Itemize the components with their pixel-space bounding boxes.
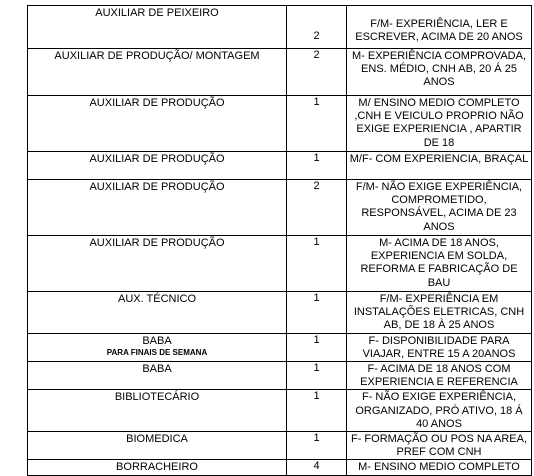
job-title: AUXILIAR DE PEIXEIRO (28, 6, 287, 49)
vacancy-count: 1 (287, 362, 347, 390)
vacancy-count: 1 (287, 432, 347, 460)
table-row (28, 333, 532, 361)
job-title: AUXILIAR DE PRODUÇÃO (28, 96, 287, 152)
table-row (28, 460, 532, 476)
job-title-note: PARA FINAIS DE SEMANA (106, 347, 208, 357)
vacancy-count: 2 (287, 49, 347, 96)
vacancy-count: 4 (287, 460, 347, 476)
job-title: AUXILIAR DE PRODUÇÃO (28, 236, 287, 292)
vacancy-count: 2 (287, 6, 347, 49)
vacancy-count: 1 (287, 96, 347, 152)
job-title-cell (28, 333, 287, 361)
job-openings-table (27, 5, 532, 476)
job-title: AUX. TÉCNICO (28, 292, 287, 334)
vacancy-count: 1 (287, 333, 347, 361)
table-row (28, 6, 532, 49)
vacancy-count: 1 (287, 390, 347, 432)
job-requirements: F- FORMAÇÃO OU POS NA AREA, PREF COM CNH (347, 432, 532, 460)
table-row (28, 362, 532, 390)
vacancy-count: 1 (287, 236, 347, 292)
job-requirements: M- ENSINO MEDIO COMPLETO (347, 460, 532, 476)
job-title: AUXILIAR DE PRODUÇÃO/ MONTAGEM (28, 49, 287, 96)
table-row (28, 432, 532, 460)
vacancy-count: 2 (287, 180, 347, 236)
table-row (28, 292, 532, 334)
job-title: AUXILIAR DE PRODUÇÃO (28, 152, 287, 180)
job-title: AUXILIAR DE PRODUÇÃO (28, 180, 287, 236)
job-title: BABA (28, 362, 287, 390)
job-requirements: M- ACIMA DE 18 ANOS, EXPERIENCIA EM SOLDA, REFORMA E FABRICAÇÃO DE BAU (347, 236, 532, 292)
table-row (28, 152, 532, 180)
table-row (28, 390, 532, 432)
job-requirements: F/M- NÃO EXIGE EXPERIÊNCIA, COMPROMETIDO, RESPONSÁVEL, ACIMA DE 23 ANOS (347, 180, 532, 236)
table-row (28, 96, 532, 152)
job-requirements: F- NÃO EXIGE EXPERIÊNCIA, ORGANIZADO, PRÓ ATIVO, 18 Á 40 ANOS (347, 390, 532, 432)
job-requirements: M- EXPERIÊNCIA COMPROVADA, ENS. MÉDIO, CNH AB, 20 Á 25 ANOS (347, 49, 532, 96)
table-row (28, 49, 532, 96)
table-row (28, 180, 532, 236)
job-requirements: F/M- EXPERIÊNCIA, LER E ESCREVER, ACIMA DE 20 ANOS (347, 6, 532, 49)
vacancy-count: 1 (287, 152, 347, 180)
job-requirements: M/ ENSINO MEDIO COMPLETO ,CNH E VEICULO PROPRIO NÃO EXIGE EXPERIENCIA , APARTIR DE 18 (347, 96, 532, 152)
vacancy-count: 1 (287, 292, 347, 334)
job-requirements: F/M- EXPERIÊNCIA EM INSTALAÇÕES ELETRICAS, CNH AB, DE 18 À 25 ANOS (347, 292, 532, 334)
job-title: BORRACHEIRO (28, 460, 287, 476)
job-title: BIBLIOTECÁRIO (28, 390, 287, 432)
job-title: BIOMEDICA (28, 432, 287, 460)
table-row (28, 236, 532, 292)
job-requirements: F- ACIMA DE 18 ANOS COM EXPERIENCIA E REFERENCIA (347, 362, 532, 390)
job-title: BABA (142, 334, 172, 347)
job-requirements: F- DISPONIBILIDADE PARA VIAJAR, ENTRE 15 A 20ANOS (347, 333, 532, 361)
job-requirements: M/F- COM EXPERIENCIA, BRAÇAL (347, 152, 532, 180)
